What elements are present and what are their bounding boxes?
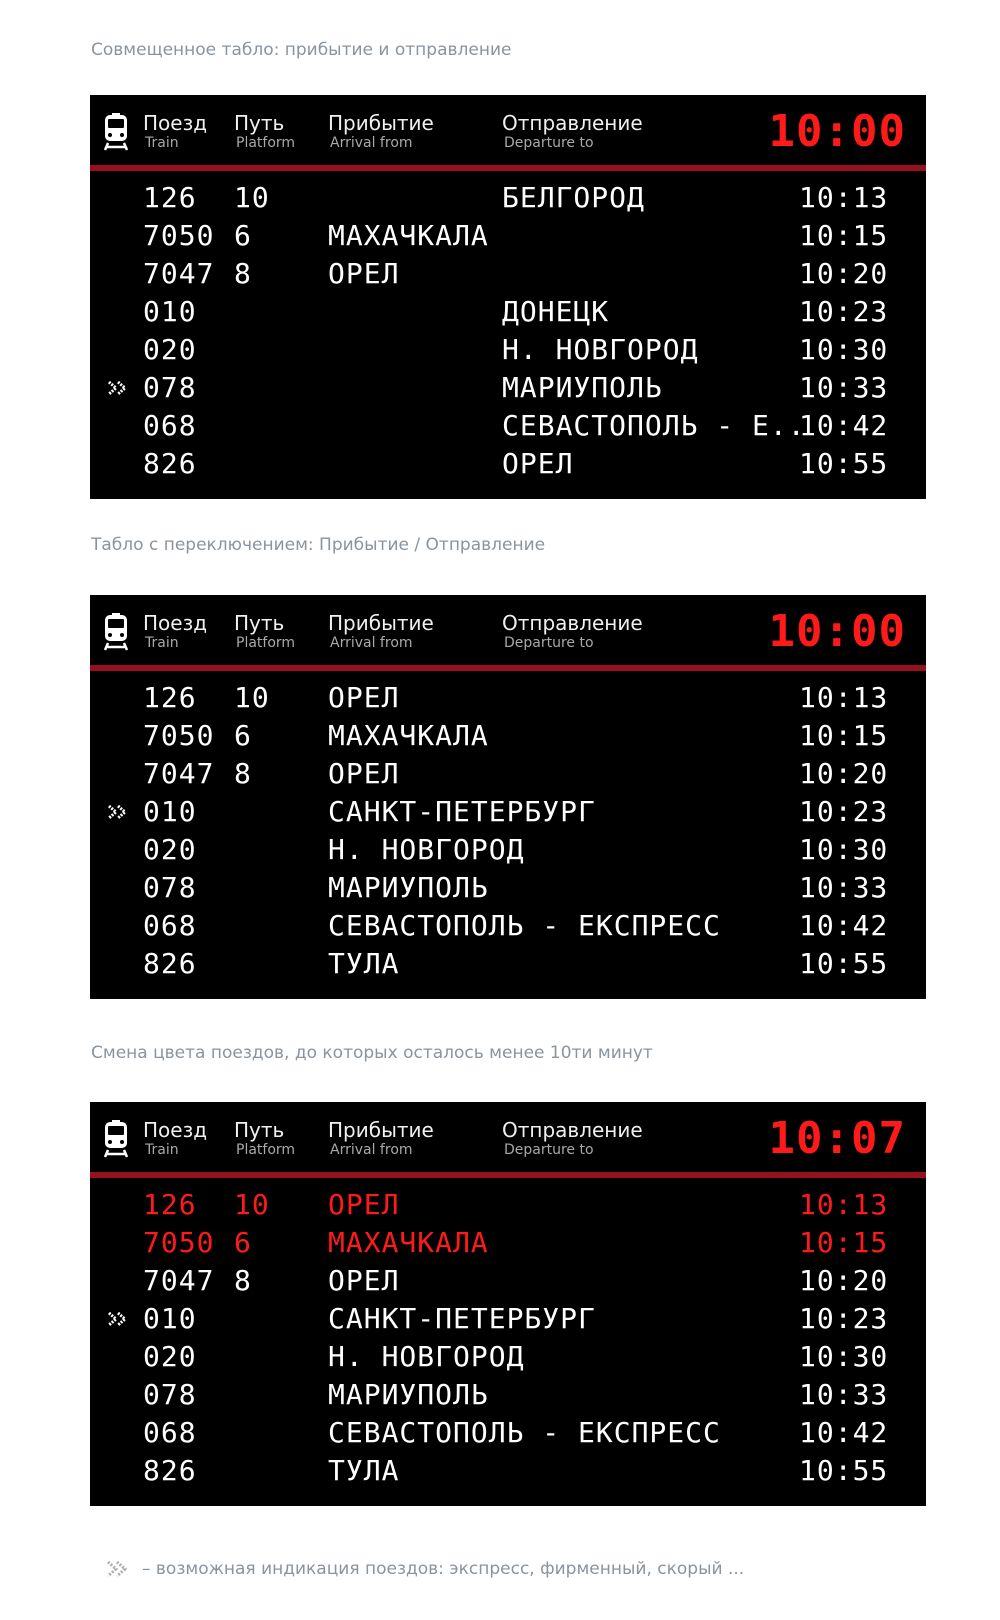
column-header-train-ru: Поезд xyxy=(143,1118,208,1142)
column-header-train xyxy=(143,611,207,651)
board-caption-color-change: Смена цвета поездов, до которых осталось менее 10ти минут xyxy=(91,1043,653,1063)
column-header-arrival-ru: Прибытие xyxy=(328,111,434,135)
table-row xyxy=(90,293,926,331)
board-header xyxy=(90,95,926,165)
platform: 8 xyxy=(234,257,252,290)
table-row xyxy=(90,331,926,369)
table-row xyxy=(90,945,926,983)
scheduled-time: 10:55 xyxy=(799,947,889,980)
table-row xyxy=(90,255,926,293)
board-rows xyxy=(90,1186,926,1490)
scheduled-time: 10:55 xyxy=(799,1454,889,1487)
departure-board-color-change xyxy=(90,1102,926,1506)
train-number: 7050 xyxy=(143,719,215,752)
scheduled-time: 10:42 xyxy=(799,1416,889,1449)
platform: 10 xyxy=(234,181,270,214)
column-header-platform xyxy=(234,611,295,651)
column-header-departure-en: Departure to xyxy=(504,635,594,651)
scheduled-time: 10:15 xyxy=(799,1226,889,1259)
header-divider xyxy=(90,1172,926,1178)
departure-station: ДОНЕЦК xyxy=(502,295,610,328)
scheduled-time: 10:33 xyxy=(799,1378,889,1411)
train-number: 7047 xyxy=(143,757,215,790)
table-row xyxy=(90,1186,926,1224)
train-number: 020 xyxy=(143,833,197,866)
column-header-departure xyxy=(502,611,643,651)
scheduled-time: 10:23 xyxy=(799,1302,889,1335)
column-header-train-en: Train xyxy=(145,635,179,651)
column-header-departure-ru: Отправление xyxy=(502,611,643,635)
arrival-station: ОРЕЛ xyxy=(328,757,400,790)
table-row xyxy=(90,679,926,717)
column-header-platform xyxy=(234,1118,295,1158)
column-header-platform xyxy=(234,111,295,151)
train-number: 020 xyxy=(143,1340,197,1373)
table-row xyxy=(90,1338,926,1376)
scheduled-time: 10:20 xyxy=(799,757,889,790)
platform: 8 xyxy=(234,757,252,790)
train-number: 020 xyxy=(143,333,197,366)
departure-station: МАРИУПОЛЬ xyxy=(502,371,663,404)
column-header-arrival-en: Arrival from xyxy=(330,635,413,651)
column-header-arrival xyxy=(328,1118,434,1158)
train-number: 068 xyxy=(143,1416,197,1449)
scheduled-time: 10:13 xyxy=(799,681,889,714)
board-rows xyxy=(90,679,926,983)
arrival-station: СЕВАСТОПОЛЬ - ЕКСПРЕСС xyxy=(328,909,721,942)
table-row xyxy=(90,1300,926,1338)
table-row xyxy=(90,869,926,907)
board-caption-switching: Табло с переключением: Прибытие / Отправление xyxy=(91,535,546,555)
column-header-platform-en: Platform xyxy=(236,635,296,651)
table-row xyxy=(90,217,926,255)
table-row xyxy=(90,1452,926,1490)
board-header xyxy=(90,1102,926,1172)
arrival-station: МАХАЧКАЛА xyxy=(328,719,489,752)
train-number: 010 xyxy=(143,1302,197,1335)
arrival-station: ОРЕЛ xyxy=(328,1264,400,1297)
scheduled-time: 10:20 xyxy=(799,1264,889,1297)
train-number: 010 xyxy=(143,795,197,828)
table-row xyxy=(90,907,926,945)
column-header-train-ru: Поезд xyxy=(143,111,208,135)
column-header-platform-ru: Путь xyxy=(234,111,285,135)
arrival-station: МАРИУПОЛЬ xyxy=(328,1378,489,1411)
board-clock: 10:00 xyxy=(768,106,906,157)
train-number: 078 xyxy=(143,371,197,404)
table-row xyxy=(90,445,926,483)
train-number: 826 xyxy=(143,447,197,480)
column-header-departure-ru: Отправление xyxy=(502,1118,643,1142)
arrival-station: САНКТ-ПЕТЕРБУРГ xyxy=(328,795,596,828)
platform: 6 xyxy=(234,719,252,752)
column-header-arrival-en: Arrival from xyxy=(330,1142,413,1158)
platform: 6 xyxy=(234,1226,252,1259)
board-header xyxy=(90,595,926,665)
train-number: 826 xyxy=(143,947,197,980)
header-divider xyxy=(90,165,926,171)
column-header-platform-en: Platform xyxy=(236,1142,296,1158)
express-indicator-icon xyxy=(107,380,131,396)
table-row xyxy=(90,1224,926,1262)
column-header-arrival xyxy=(328,611,434,651)
scheduled-time: 10:42 xyxy=(799,909,889,942)
platform: 10 xyxy=(234,681,270,714)
arrival-station: МАХАЧКАЛА xyxy=(328,219,489,252)
column-header-train xyxy=(143,1118,207,1158)
train-number: 126 xyxy=(143,181,197,214)
arrival-station: ТУЛА xyxy=(328,947,400,980)
express-indicator-icon xyxy=(107,804,131,820)
table-row xyxy=(90,831,926,869)
scheduled-time: 10:30 xyxy=(799,833,889,866)
arrival-station: ОРЕЛ xyxy=(328,257,400,290)
column-header-platform-en: Platform xyxy=(236,135,296,151)
table-row xyxy=(90,755,926,793)
departure-station: СЕВАСТОПОЛЬ - Е.. xyxy=(502,409,806,442)
scheduled-time: 10:23 xyxy=(799,295,889,328)
column-header-arrival xyxy=(328,111,434,151)
column-header-platform-ru: Путь xyxy=(234,611,285,635)
train-number: 068 xyxy=(143,909,197,942)
column-header-departure-en: Departure to xyxy=(504,1142,594,1158)
board-rows xyxy=(90,179,926,483)
scheduled-time: 10:33 xyxy=(799,871,889,904)
train-number: 7050 xyxy=(143,219,215,252)
platform: 8 xyxy=(234,1264,252,1297)
table-row xyxy=(90,369,926,407)
table-row xyxy=(90,717,926,755)
train-icon xyxy=(103,1120,129,1158)
legend-text: – возможная индикация поездов: экспресс, фирменный, скорый ... xyxy=(142,1559,745,1579)
board-clock: 10:07 xyxy=(768,1113,906,1164)
scheduled-time: 10:23 xyxy=(799,795,889,828)
scheduled-time: 10:42 xyxy=(799,409,889,442)
arrival-station: СЕВАСТОПОЛЬ - ЕКСПРЕСС xyxy=(328,1416,721,1449)
scheduled-time: 10:20 xyxy=(799,257,889,290)
departure-station: ОРЕЛ xyxy=(502,447,574,480)
train-number: 010 xyxy=(143,295,197,328)
train-number: 126 xyxy=(143,681,197,714)
board-caption-combined: Совмещенное табло: прибытие и отправление xyxy=(91,40,512,60)
table-row xyxy=(90,1376,926,1414)
scheduled-time: 10:33 xyxy=(799,371,889,404)
scheduled-time: 10:15 xyxy=(799,219,889,252)
train-number: 126 xyxy=(143,1188,197,1221)
column-header-departure xyxy=(502,1118,643,1158)
scheduled-time: 10:55 xyxy=(799,447,889,480)
scheduled-time: 10:30 xyxy=(799,333,889,366)
arrival-station: ОРЕЛ xyxy=(328,681,400,714)
scheduled-time: 10:13 xyxy=(799,181,889,214)
column-header-train xyxy=(143,111,207,151)
column-header-arrival-ru: Прибытие xyxy=(328,1118,434,1142)
column-header-train-en: Train xyxy=(145,135,179,151)
board-clock: 10:00 xyxy=(768,606,906,657)
scheduled-time: 10:15 xyxy=(799,719,889,752)
train-number: 078 xyxy=(143,871,197,904)
train-icon xyxy=(103,113,129,151)
scheduled-time: 10:13 xyxy=(799,1188,889,1221)
table-row xyxy=(90,407,926,445)
platform: 10 xyxy=(234,1188,270,1221)
table-row xyxy=(90,179,926,217)
column-header-platform-ru: Путь xyxy=(234,1118,285,1142)
scheduled-time: 10:30 xyxy=(799,1340,889,1373)
arrival-station: Н. НОВГОРОД xyxy=(328,833,525,866)
header-divider xyxy=(90,665,926,671)
arrival-station: МАХАЧКАЛА xyxy=(328,1226,489,1259)
platform: 6 xyxy=(234,219,252,252)
express-indicator-icon xyxy=(107,1311,131,1327)
column-header-arrival-ru: Прибытие xyxy=(328,611,434,635)
departure-board-combined xyxy=(90,95,926,499)
table-row xyxy=(90,1414,926,1452)
arrival-station: ОРЕЛ xyxy=(328,1188,400,1221)
arrival-station: МАРИУПОЛЬ xyxy=(328,871,489,904)
column-header-arrival-en: Arrival from xyxy=(330,135,413,151)
train-number: 7047 xyxy=(143,257,215,290)
arrival-station: Н. НОВГОРОД xyxy=(328,1340,525,1373)
departure-board-switching xyxy=(90,595,926,999)
train-number: 7050 xyxy=(143,1226,215,1259)
express-chevron-icon xyxy=(106,1560,130,1578)
arrival-station: ТУЛА xyxy=(328,1454,400,1487)
table-row xyxy=(90,1262,926,1300)
departure-station: БЕЛГОРОД xyxy=(502,181,645,214)
arrival-station: САНКТ-ПЕТЕРБУРГ xyxy=(328,1302,596,1335)
table-row xyxy=(90,793,926,831)
column-header-departure-ru: Отправление xyxy=(502,111,643,135)
column-header-train-ru: Поезд xyxy=(143,611,208,635)
train-number: 078 xyxy=(143,1378,197,1411)
column-header-departure xyxy=(502,111,643,151)
departure-station: Н. НОВГОРОД xyxy=(502,333,699,366)
column-header-departure-en: Departure to xyxy=(504,135,594,151)
train-number: 826 xyxy=(143,1454,197,1487)
column-header-train-en: Train xyxy=(145,1142,179,1158)
train-number: 068 xyxy=(143,409,197,442)
train-icon xyxy=(103,613,129,651)
train-number: 7047 xyxy=(143,1264,215,1297)
